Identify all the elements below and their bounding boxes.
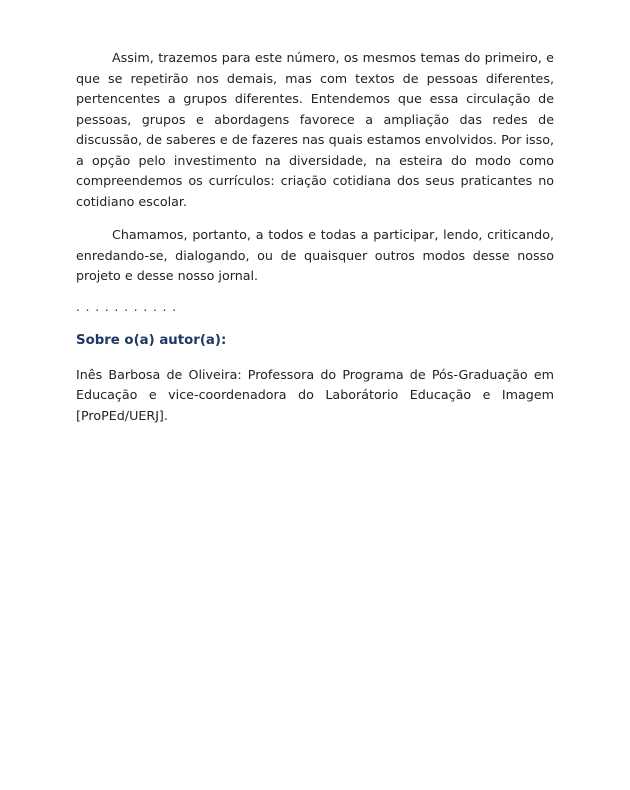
body-paragraph-2: Chamamos, portanto, a todos e todas a participar, lendo, criticando, enredando-se, dialogando, ou de quaisquer outros modos desse nosso projeto e desse nosso jornal. (76, 227, 554, 283)
author-heading: Sobre o(a) autor(a): (76, 332, 227, 348)
section-separator: . . . . . . . . . . . (76, 299, 178, 314)
author-bio: Inês Barbosa de Oliveira: Professora do Programa de Pós-Graduação em Educação e vice-coordenadora do Laborátorio Educação e Imagem [ProPEd/UERJ]. (76, 366, 554, 423)
document-page (76, 48, 554, 426)
body-paragraph-1: Assim, trazemos para este número, os mesmos temas do primeiro, e que se repetirão nos demais, mas com textos de pessoas diferentes, pertencentes a grupos diferentes. Entendemos que essa circulação de pessoas, grupos e abordagens favorece a ampliação das redes de discussão, de saberes e de fazeres nas quais estamos envolvidos. Por isso, a opção pelo investimento na diversidade, na esteira do modo como compreendemos os currículos: criação cotidiana dos seus praticantes no cotidiano escolar. (76, 50, 554, 209)
